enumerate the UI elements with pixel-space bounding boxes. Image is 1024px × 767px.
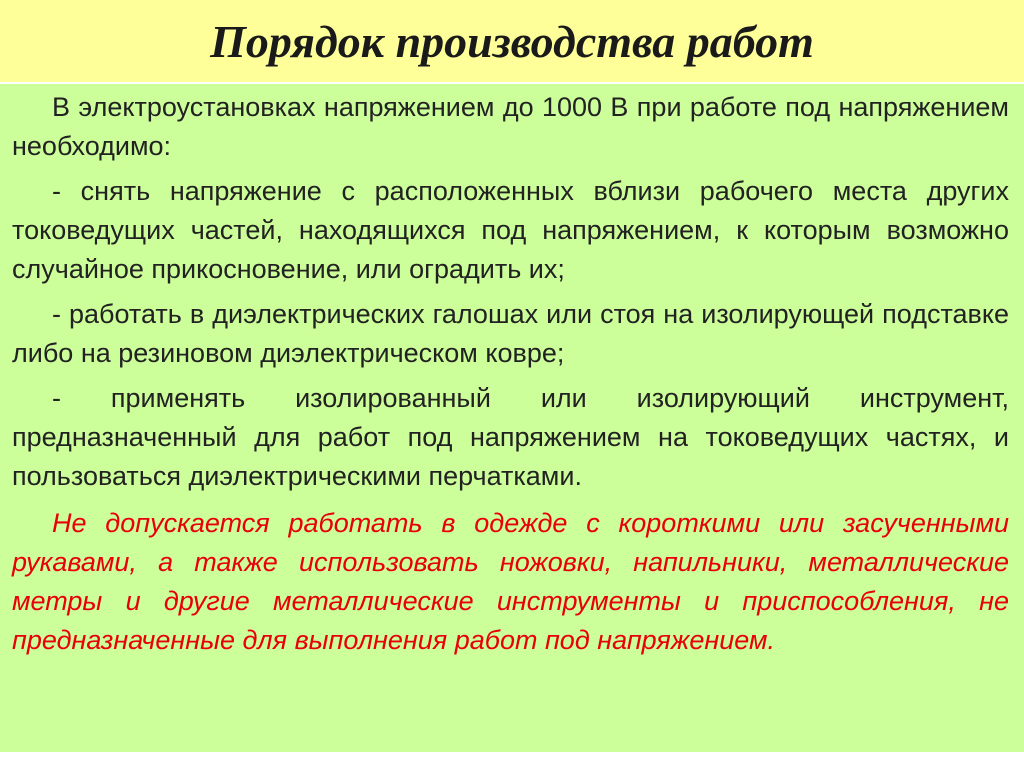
rule-paragraph-dielectric-galoshes: - работать в диэлектрических галошах или стоя на изолирующей подставке либо на резиновом диэлектрическом ковре; (12, 299, 1009, 368)
content-area (0, 84, 1024, 752)
title-bar (0, 0, 1024, 82)
intro-paragraph: В электроустановках напряжением до 1000 В при работе под напряжением необходимо: (12, 92, 1009, 161)
slide-title: Порядок производства работ (210, 16, 814, 67)
rule-paragraph-remove-voltage: - снять напряжение с расположенных вблизи рабочего места других токоведущих частей, находящихся под напряжением, к которым возможно случайное прикосновение, или оградить их; (12, 176, 1009, 284)
warning-paragraph: Не допускается работать в одежде с короткими или засученными рукавами, а также использовать ножовки, напильники, металлические метры и другие металлические инструменты и приспособления, не предназначенные для выполнения работ под напряжением. (12, 508, 1009, 655)
rule-paragraph-insulated-tools: - применять изолированный или изолирующий инструмент, предназначенный для работ под напряжением на токоведущих частях, и пользоваться диэлектрическими перчатками. (12, 383, 1009, 491)
